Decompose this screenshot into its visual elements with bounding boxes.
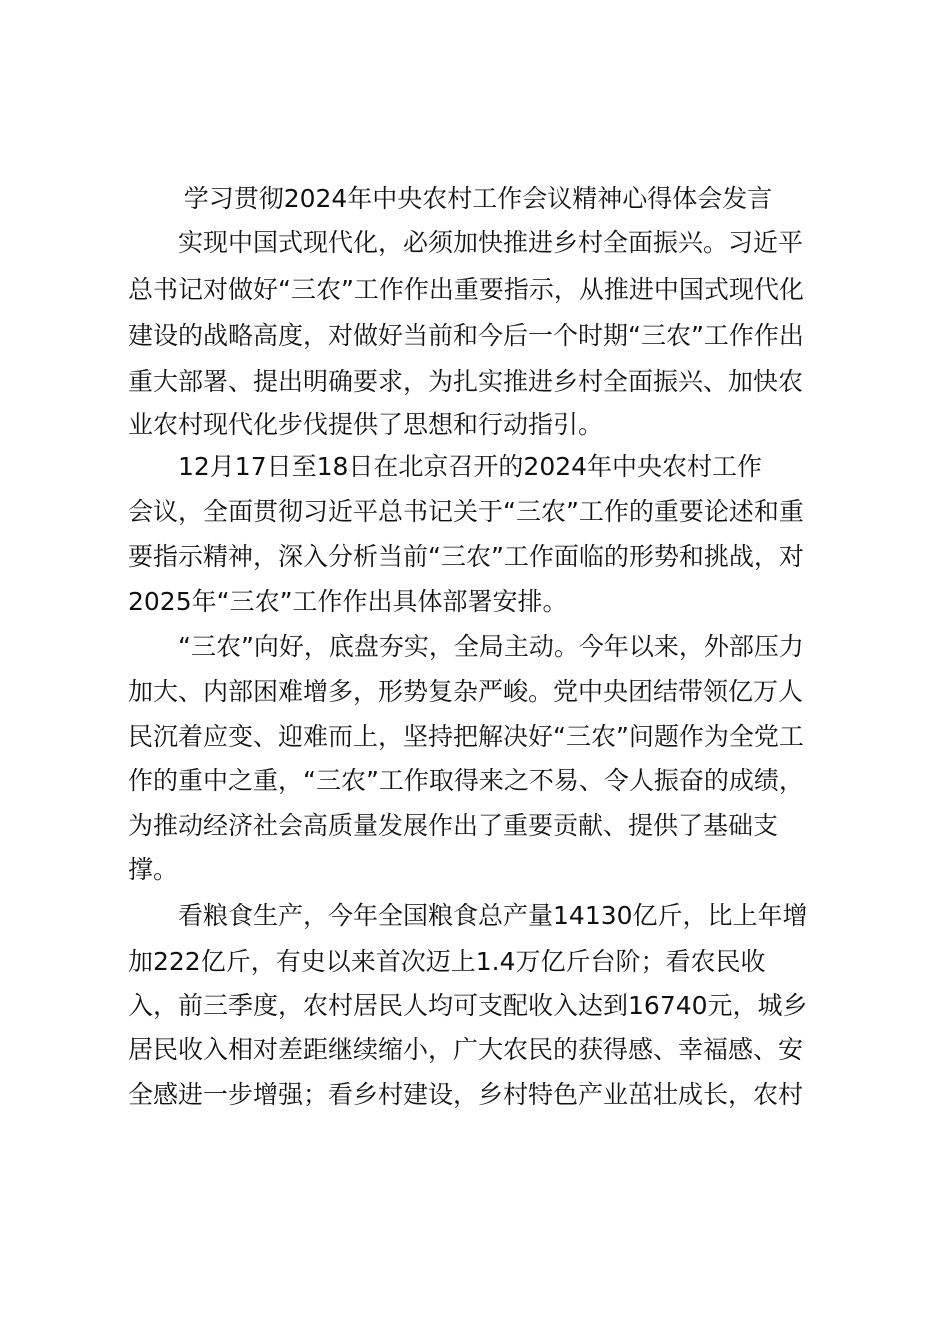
paragraph-1-line-1: 实现中国式现代化，必须加快推进乡村全面振兴。习近平 bbox=[178, 228, 804, 257]
paragraph-1-line-2: 总书记对做好“三农”工作作出重要指示，从推进中国式现代化 bbox=[128, 275, 804, 304]
paragraph-3-line-2: 加大、内部困难增多，形势复杂严峻。党中央团结带领亿万人 bbox=[128, 677, 804, 706]
paragraph-2-line-3: 要指示精神，深入分析当前“三农”工作面临的形势和挑战，对 bbox=[128, 542, 804, 571]
paragraph-3-line-3: 民沉着应变、迎难而上，坚持把解决好“三农”问题作为全党工 bbox=[128, 722, 804, 751]
paragraph-3-line-6: 撑。 bbox=[128, 855, 179, 884]
document-title: 学习贯彻2024年中央农村工作会议精神心得体会发言 bbox=[183, 184, 773, 213]
paragraph-3-line-1: “三农”向好，底盘夯实，全局主动。今年以来，外部压力 bbox=[178, 632, 804, 661]
paragraph-1-line-3: 建设的战略高度，对做好当前和今后一个时期“三农”工作作出 bbox=[128, 321, 804, 350]
paragraph-4-line-4: 居民收入相对差距继续缩小，广大农民的获得感、幸福感、安 bbox=[128, 1035, 804, 1064]
paragraph-2-line-1: 12月17日至18日在北京召开的2024年中央农村工作 bbox=[178, 452, 763, 481]
paragraph-4-line-1: 看粮食生产，今年全国粮食总产量14130亿斤，比上年增 bbox=[178, 901, 808, 930]
paragraph-4-line-5: 全感进一步增强；看乡村建设，乡村特色产业茁壮成长，农村 bbox=[128, 1080, 804, 1109]
paragraph-4-line-2: 加222亿斤，有史以来首次迈上1.4万亿斤台阶；看农民收 bbox=[128, 947, 766, 976]
paragraph-1-line-5: 业农村现代化步伐提供了思想和行动指引。 bbox=[128, 410, 604, 439]
paragraph-3-line-4: 作的重中之重，“三农”工作取得来之不易、令人振奋的成绩， bbox=[128, 766, 804, 795]
paragraph-2-line-2: 会议，全面贯彻习近平总书记关于“三农”工作的重要论述和重 bbox=[128, 497, 804, 526]
paragraph-3-line-5: 为推动经济社会高质量发展作出了重要贡献、提供了基础支 bbox=[128, 811, 779, 840]
paragraph-4-line-3: 入，前三季度，农村居民人均可支配收入达到16740元，城乡 bbox=[128, 991, 808, 1020]
paragraph-1-line-4: 重大部署、提出明确要求，为扎实推进乡村全面振兴、加快农 bbox=[128, 367, 804, 396]
paragraph-2-line-4: 2025年“三农”工作作出具体部署安排。 bbox=[128, 587, 568, 616]
